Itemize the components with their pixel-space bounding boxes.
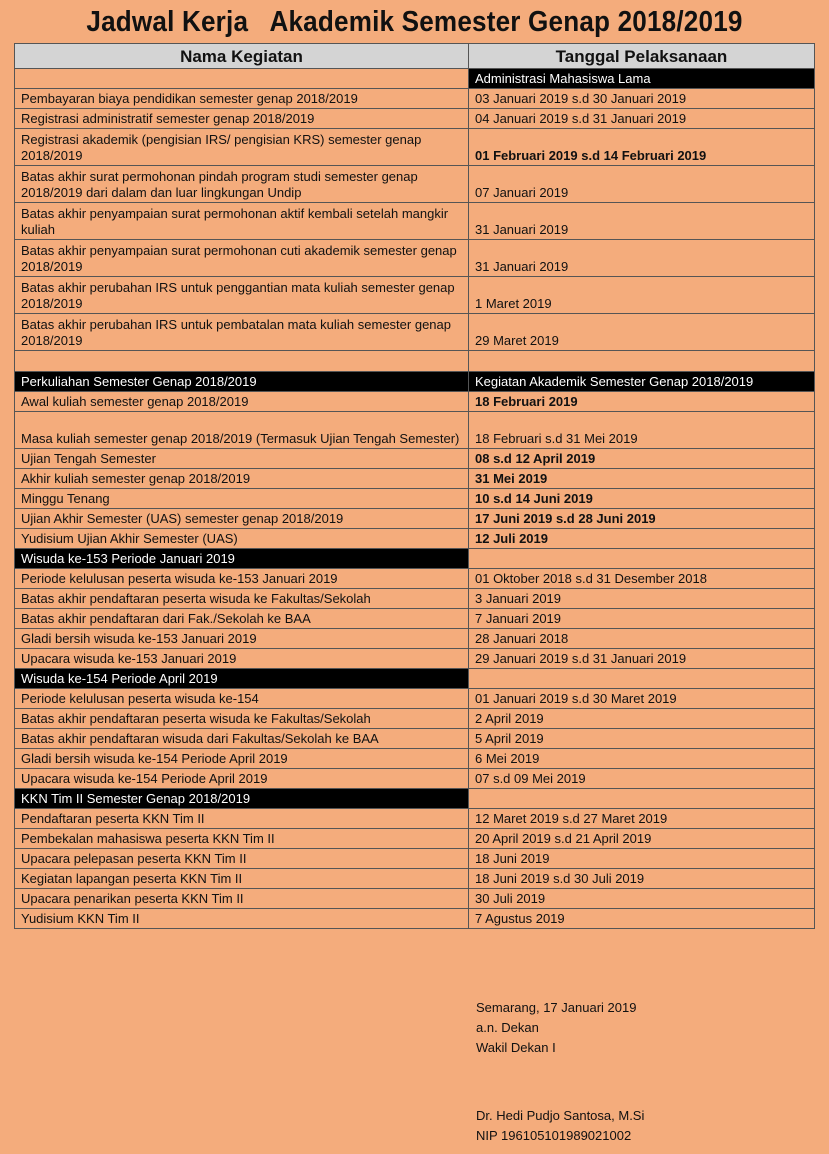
section-title-text: KKN Tim II Semester Genap 2018/2019: [21, 791, 251, 806]
table-row: [15, 166, 815, 203]
activity-text: Batas akhir perubahan IRS untuk pembatalan mata kuliah semester genap 2018/2019: [21, 317, 451, 348]
activity-text: Akhir kuliah semester genap 2018/2019: [21, 471, 251, 486]
activity-cell: [15, 869, 469, 889]
activity-cell: [15, 277, 469, 314]
section-row: [15, 669, 815, 689]
table-row: [15, 392, 815, 412]
date-text: 29 Januari 2019 s.d 31 Januari 2019: [475, 651, 687, 666]
activity-text: Registrasi administratif semester genap 2018/2019: [21, 111, 315, 126]
table-row: [15, 529, 815, 549]
activity-cell: [15, 314, 469, 351]
schedule-body: [15, 69, 815, 929]
date-text: 17 Juni 2019 s.d 28 Juni 2019: [475, 511, 656, 526]
date-cell: [469, 314, 815, 351]
section-title: [15, 789, 469, 809]
date-cell: [469, 869, 815, 889]
date-cell: [469, 609, 815, 629]
activity-cell: [15, 529, 469, 549]
activity-cell: [15, 166, 469, 203]
activity-text: Upacara pelepasan peserta KKN Tim II: [21, 851, 247, 866]
signature-space: [476, 1058, 644, 1106]
table-row: [15, 589, 815, 609]
date-text: 6 Mei 2019: [475, 751, 540, 766]
activity-text: Gladi bersih wisuda ke-154 Periode April 2019: [21, 751, 288, 766]
date-text: 04 Januari 2019 s.d 31 Januari 2019: [475, 111, 687, 126]
date-text: 31 Mei 2019: [475, 471, 548, 486]
activity-cell: [15, 649, 469, 669]
date-cell: [469, 203, 815, 240]
date-text: 08 s.d 12 April 2019: [475, 451, 596, 466]
date-cell: [469, 277, 815, 314]
date-cell: [469, 109, 815, 129]
table-row: [15, 769, 815, 789]
date-cell: [469, 909, 815, 929]
date-text: 01 Oktober 2018 s.d 31 Desember 2018: [475, 571, 707, 586]
signature-name: Dr. Hedi Pudjo Santosa, M.Si: [476, 1108, 645, 1123]
date-text: 7 Januari 2019: [475, 611, 562, 626]
date-cell: [469, 412, 815, 449]
table-row: [15, 609, 815, 629]
signature-block: [476, 998, 644, 1146]
date-text: 18 Februari s.d 31 Mei 2019: [475, 431, 638, 446]
date-text: 03 Januari 2019 s.d 30 Januari 2019: [475, 91, 687, 106]
activity-cell: [15, 749, 469, 769]
activity-cell: [15, 909, 469, 929]
table-row: [15, 89, 815, 109]
date-cell: [469, 509, 815, 529]
activity-cell: [15, 889, 469, 909]
signature-role: Wakil Dekan I: [476, 1040, 556, 1055]
table-row: [15, 509, 815, 529]
activity-text: Yudisium KKN Tim II: [21, 911, 140, 926]
activity-cell: [15, 509, 469, 529]
section-subtitle-text: Administrasi Mahasiswa Lama: [475, 71, 651, 86]
table-row: [15, 709, 815, 729]
table-row: [15, 469, 815, 489]
activity-text: Periode kelulusan peserta wisuda ke-153 Januari 2019: [21, 571, 338, 586]
date-text: 12 Maret 2019 s.d 27 Maret 2019: [475, 811, 668, 826]
activity-text: Upacara wisuda ke-154 Periode April 2019: [21, 771, 268, 786]
table-row: [15, 351, 815, 372]
section-title: [15, 69, 469, 89]
date-cell: [469, 351, 815, 372]
activity-cell: [15, 729, 469, 749]
date-cell: [469, 849, 815, 869]
section-title: [15, 669, 469, 689]
section-row: [15, 69, 815, 89]
activity-cell: [15, 392, 469, 412]
section-title: [15, 372, 469, 392]
activity-cell: [15, 629, 469, 649]
activity-cell: [15, 589, 469, 609]
section-title-text: Wisuda ke-154 Periode April 2019: [21, 671, 218, 686]
date-cell: [469, 529, 815, 549]
section-title-text: Perkuliahan Semester Genap 2018/2019: [21, 374, 257, 389]
section-row: [15, 789, 815, 809]
activity-text: Batas akhir penyampaian surat permohonan cuti akademik semester genap 2018/2019: [21, 243, 457, 274]
date-text: 7 Agustus 2019: [475, 911, 565, 926]
signature-nip: NIP 196105101989021002: [476, 1128, 632, 1143]
table-row: [15, 809, 815, 829]
table-row: [15, 569, 815, 589]
activity-cell: [15, 203, 469, 240]
table-row: [15, 629, 815, 649]
activity-cell: [15, 689, 469, 709]
date-cell: [469, 449, 815, 469]
date-text: 5 April 2019: [475, 731, 544, 746]
activity-cell: [15, 489, 469, 509]
date-cell: [469, 166, 815, 203]
activity-text: Upacara wisuda ke-153 Januari 2019: [21, 651, 237, 666]
section-subtitle: [469, 69, 815, 89]
date-cell: [469, 392, 815, 412]
activity-cell: [15, 829, 469, 849]
activity-cell: [15, 109, 469, 129]
activity-cell: [15, 609, 469, 629]
date-cell: [469, 829, 815, 849]
activity-text: Pembekalan mahasiswa peserta KKN Tim II: [21, 831, 275, 846]
table-row: [15, 314, 815, 351]
date-text: 29 Maret 2019: [475, 333, 559, 348]
date-cell: [469, 749, 815, 769]
table-row: [15, 849, 815, 869]
date-cell: [469, 629, 815, 649]
date-text: 12 Juli 2019: [475, 531, 548, 546]
activity-text: Pendaftaran peserta KKN Tim II: [21, 811, 205, 826]
date-text: 28 Januari 2018: [475, 631, 569, 646]
date-cell: [469, 689, 815, 709]
column-header-date: Tanggal Pelaksanaan: [469, 44, 815, 69]
activity-text: Gladi bersih wisuda ke-153 Januari 2019: [21, 631, 257, 646]
page-title: Jadwal Kerja Akademik Semester Genap 2018/2019: [86, 6, 743, 38]
date-text: 31 Januari 2019: [475, 222, 569, 237]
activity-cell: [15, 469, 469, 489]
activity-text: Awal kuliah semester genap 2018/2019: [21, 394, 249, 409]
date-text: 07 s.d 09 Mei 2019: [475, 771, 586, 786]
activity-text: Minggu Tenang: [21, 491, 110, 506]
activity-text: Batas akhir surat permohonan pindah program studi semester genap 2018/2019 dari dalam dan luar lingkungan Undip: [21, 169, 418, 200]
date-cell: [469, 129, 815, 166]
activity-text: Batas akhir pendaftaran dari Fak./Sekolah ke BAA: [21, 611, 311, 626]
activity-cell: [15, 351, 469, 372]
date-cell: [469, 729, 815, 749]
table-row: [15, 909, 815, 929]
table-row: [15, 277, 815, 314]
section-subtitle: [469, 372, 815, 392]
table-row: [15, 412, 815, 449]
section-subtitle: [469, 669, 815, 689]
section-subtitle: [469, 789, 815, 809]
table-row: [15, 869, 815, 889]
table-row: [15, 109, 815, 129]
date-cell: [469, 469, 815, 489]
activity-text: Ujian Akhir Semester (UAS) semester genap 2018/2019: [21, 511, 344, 526]
section-subtitle: [469, 549, 815, 569]
table-row: [15, 449, 815, 469]
table-row: [15, 729, 815, 749]
column-header-activity: Nama Kegiatan: [15, 44, 469, 69]
section-row: [15, 549, 815, 569]
table-row: [15, 749, 815, 769]
activity-cell: [15, 412, 469, 449]
activity-text: Batas akhir penyampaian surat permohonan aktif kembali setelah mangkir kuliah: [21, 206, 449, 237]
date-text: 18 Februari 2019: [475, 394, 578, 409]
date-cell: [469, 769, 815, 789]
date-text: 31 Januari 2019: [475, 259, 569, 274]
date-cell: [469, 709, 815, 729]
date-cell: [469, 649, 815, 669]
table-row: [15, 689, 815, 709]
section-title: [15, 549, 469, 569]
date-text: 18 Juni 2019: [475, 851, 550, 866]
date-text: 10 s.d 14 Juni 2019: [475, 491, 593, 506]
activity-text: Batas akhir pendaftaran peserta wisuda ke Fakultas/Sekolah: [21, 711, 371, 726]
activity-cell: [15, 89, 469, 109]
signature-on-behalf: a.n. Dekan: [476, 1020, 539, 1035]
section-title-text: Wisuda ke-153 Periode Januari 2019: [21, 551, 235, 566]
activity-cell: [15, 849, 469, 869]
date-cell: [469, 89, 815, 109]
section-row: [15, 372, 815, 392]
table-row: [15, 889, 815, 909]
activity-text: Batas akhir pendaftaran peserta wisuda ke Fakultas/Sekolah: [21, 591, 371, 606]
date-text: 07 Januari 2019: [475, 185, 569, 200]
date-text: 30 Juli 2019: [475, 891, 546, 906]
activity-cell: [15, 129, 469, 166]
date-text: 18 Juni 2019 s.d 30 Juli 2019: [475, 871, 645, 886]
activity-cell: [15, 240, 469, 277]
activity-cell: [15, 449, 469, 469]
activity-text: Upacara penarikan peserta KKN Tim II: [21, 891, 244, 906]
date-text: 1 Maret 2019: [475, 296, 552, 311]
section-subtitle-text: Kegiatan Akademik Semester Genap 2018/2019: [475, 374, 754, 389]
activity-text: Yudisium Ujian Akhir Semester (UAS): [21, 531, 238, 546]
date-text: 2 April 2019: [475, 711, 544, 726]
activity-cell: [15, 709, 469, 729]
activity-cell: [15, 569, 469, 589]
table-row: [15, 829, 815, 849]
date-text: 01 Februari 2019 s.d 14 Februari 2019: [475, 148, 707, 163]
date-cell: [469, 489, 815, 509]
signature-place-date: Semarang, 17 Januari 2019: [476, 1000, 637, 1015]
activity-text: Ujian Tengah Semester: [21, 451, 156, 466]
table-row: [15, 203, 815, 240]
activity-text: Batas akhir pendaftaran wisuda dari Fakultas/Sekolah ke BAA: [21, 731, 379, 746]
activity-text: Batas akhir perubahan IRS untuk penggantian mata kuliah semester genap 2018/2019: [21, 280, 455, 311]
activity-text: Registrasi akademik (pengisian IRS/ pengisian KRS) semester genap 2018/2019: [21, 132, 422, 163]
activity-text: Periode kelulusan peserta wisuda ke-154: [21, 691, 259, 706]
date-cell: [469, 589, 815, 609]
table-row: [15, 129, 815, 166]
table-row: [15, 489, 815, 509]
activity-cell: [15, 769, 469, 789]
date-text: 01 Januari 2019 s.d 30 Maret 2019: [475, 691, 677, 706]
date-cell: [469, 569, 815, 589]
table-row: [15, 240, 815, 277]
date-cell: [469, 889, 815, 909]
activity-text: Masa kuliah semester genap 2018/2019 (Termasuk Ujian Tengah Semester): [21, 431, 460, 446]
date-cell: [469, 240, 815, 277]
date-text: 3 Januari 2019: [475, 591, 562, 606]
activity-text: Pembayaran biaya pendidikan semester genap 2018/2019: [21, 91, 358, 106]
activity-cell: [15, 809, 469, 829]
date-cell: [469, 809, 815, 829]
schedule-table: [14, 43, 815, 929]
date-text: 20 April 2019 s.d 21 April 2019: [475, 831, 652, 846]
table-header-row: [15, 44, 815, 69]
activity-text: Kegiatan lapangan peserta KKN Tim II: [21, 871, 243, 886]
table-row: [15, 649, 815, 669]
